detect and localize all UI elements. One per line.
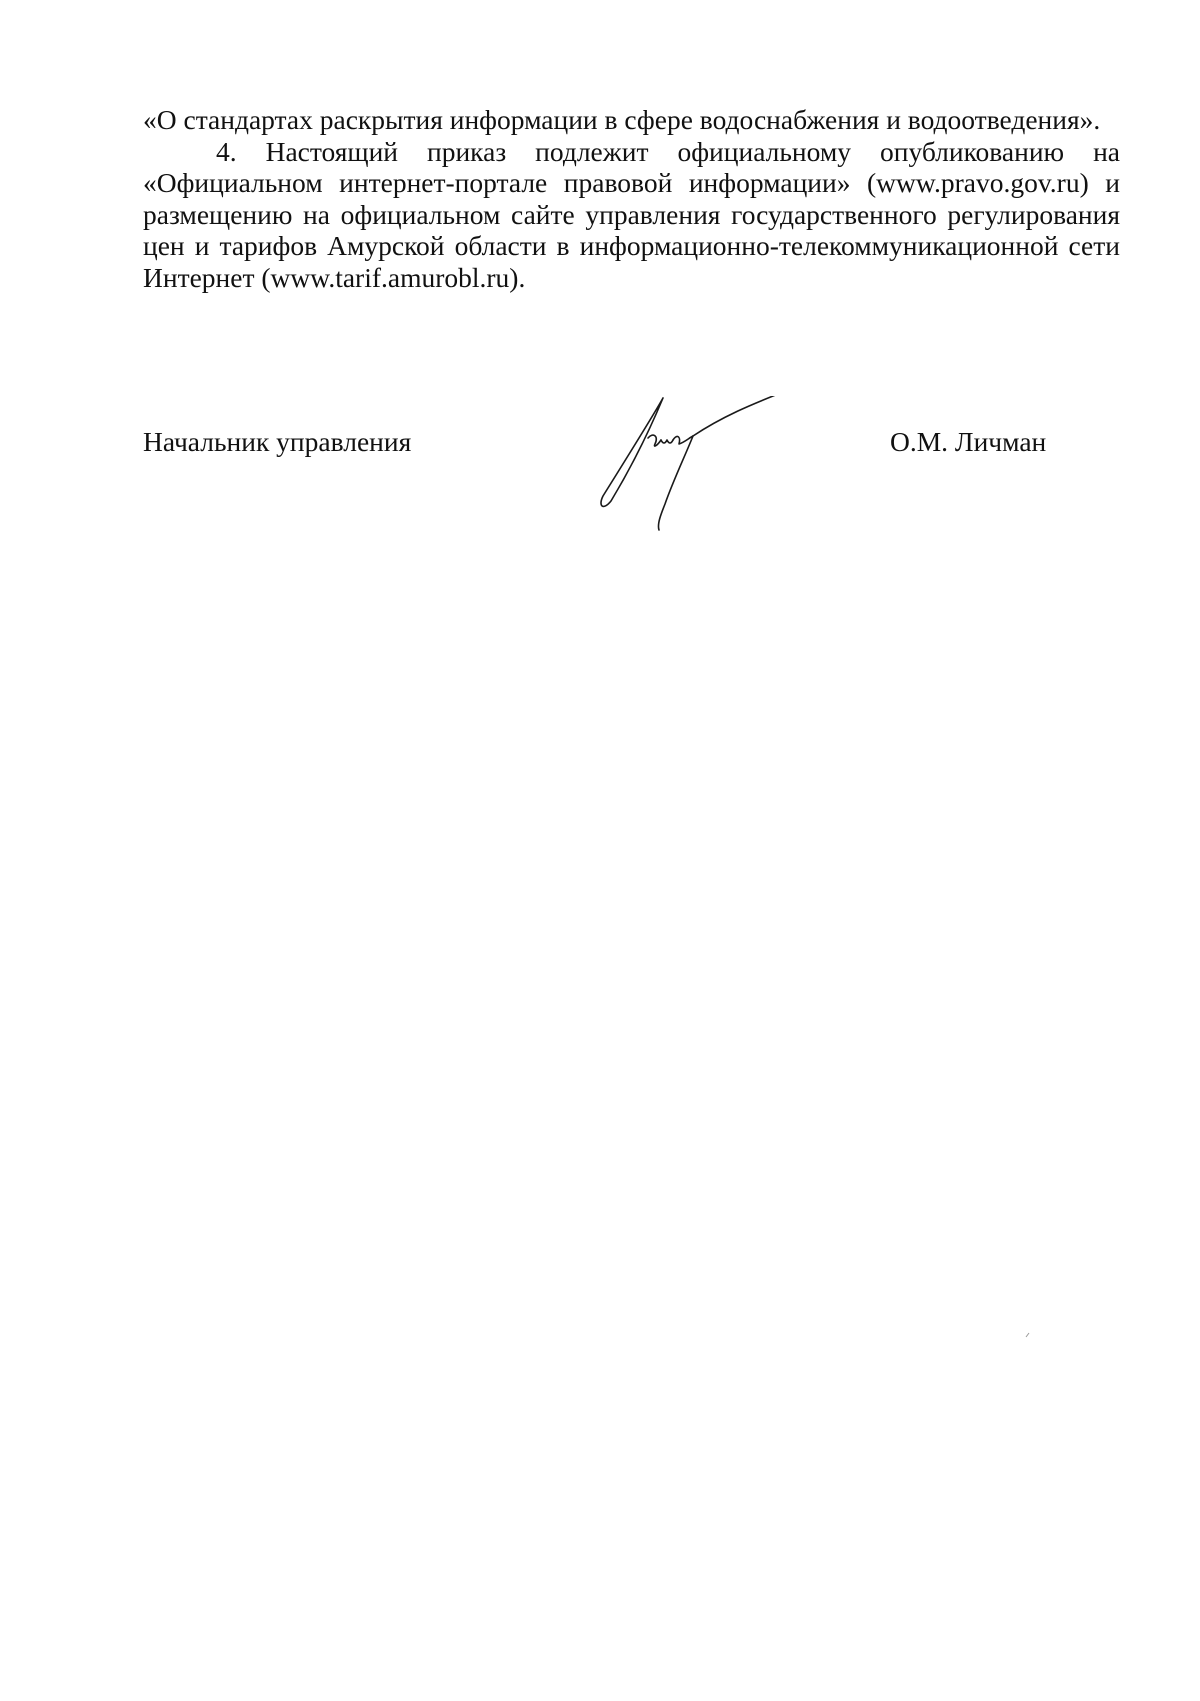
handwritten-signature <box>593 396 793 531</box>
signatory-name: О.М. Личман <box>890 426 1047 457</box>
scan-speck <box>1025 1332 1031 1338</box>
paragraph-continuation: «О стандартах раскрытия информации в сфере водоснабжения и водоотведения». <box>143 104 1101 135</box>
signatory-position: Начальник управления <box>143 426 412 457</box>
document-body <box>143 104 1120 294</box>
paragraph-item-4: 4. Настоящий приказ подлежит официальному опубликованию на «Официальном интернет-портале правовой информации» (www.pravo.gov.ru) и размещению на официальном сайте управления государственного регулирования цен и тарифов Амурской области в информационно-телекоммуникационной сети Интернет (www.tarif.amurobl.ru). <box>143 135 1120 293</box>
